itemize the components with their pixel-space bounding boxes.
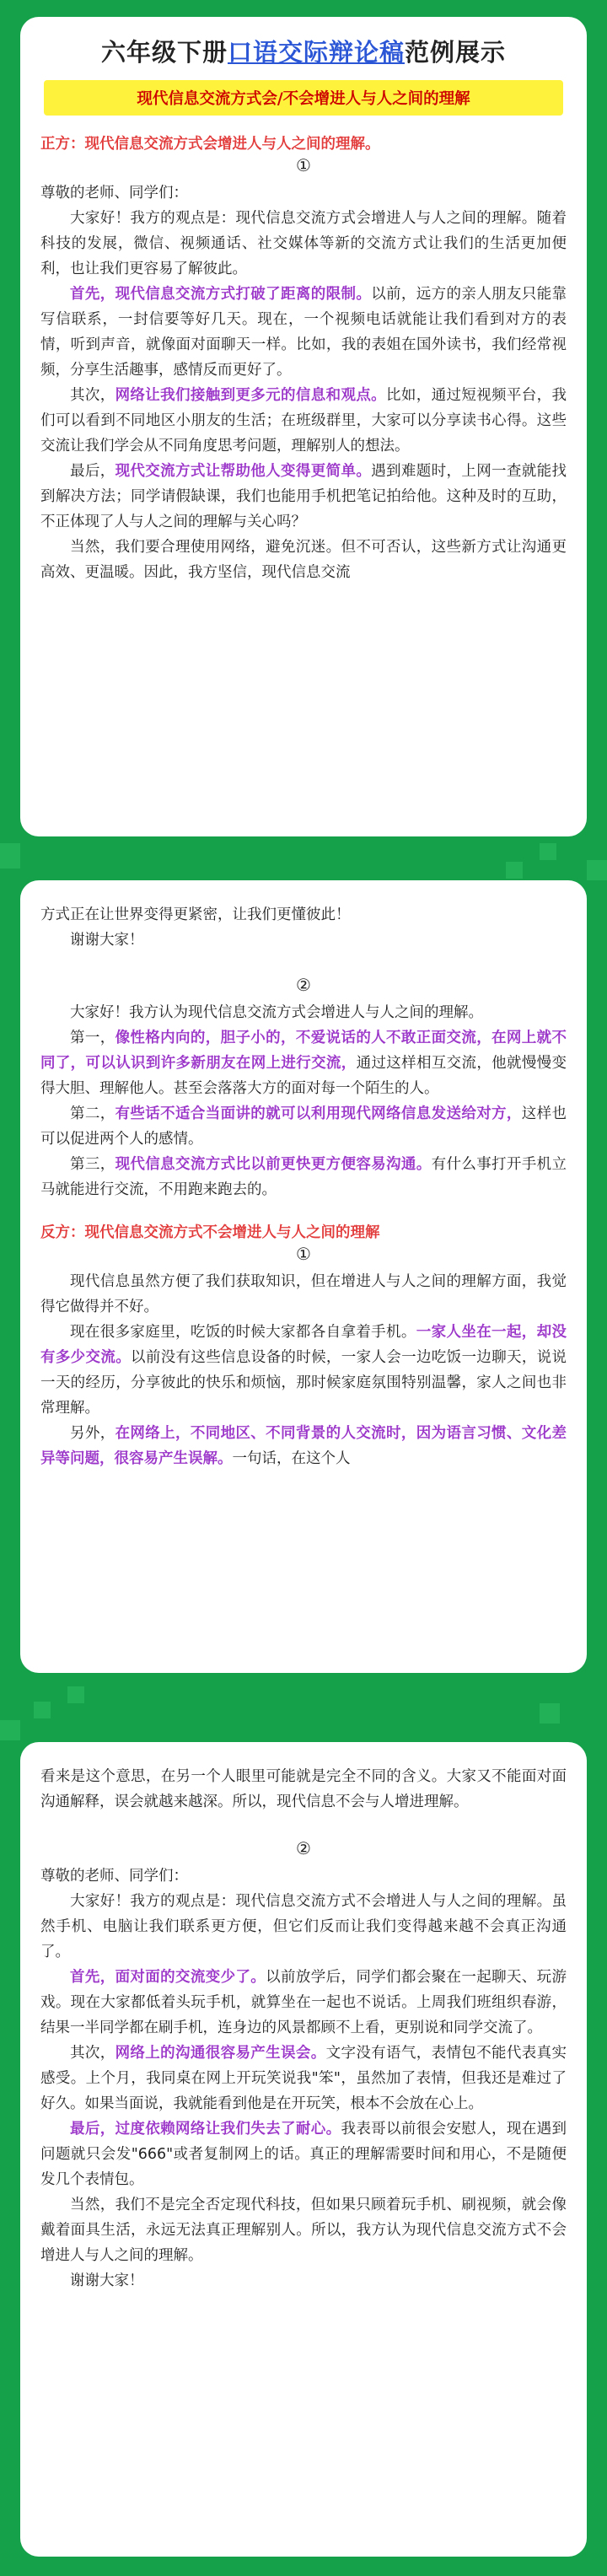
paragraph-text: 遇到难题时，上网一查就能找到解决方法；同学请假缺课，我们也能用手机把笔记拍给他。这种及时的互助，不正体现了人与人之间的理解与关心吗？ [40,463,567,530]
paragraph [40,282,567,383]
highlight-text: 首先，面对面的交流变少了。 [70,1969,266,1986]
paragraph-text: 以前，远方的亲人朋友只能靠写信联系，一封信要等好几天。现在，一个视频电话就能让我们看到对方的表情，听到声音，就像面对面聊天一样。比如，我的表姐在国外读书，我们经常视频，分享生活趣事，感情反而更好了。 [40,286,567,379]
paragraph: 大家好！我方认为现代信息交流方式会增进人与人之间的理解。 [70,1004,483,1021]
title-suffix: 范例展示 [405,38,507,67]
paragraph [40,1320,567,1421]
con-heading: 反方：现代信息交流方式不会增进人与人之间的理解 [40,1224,380,1241]
paragraph-text: 有什么事打开手机立马就能进行交流，不用跑来跑去的。 [40,1156,567,1198]
paragraph-lead: 其次， [70,387,115,404]
highlight-text: 现代信息交流方式比以前更快更方便容易沟通。 [115,1156,432,1173]
section-number: ② [296,1838,311,1858]
paragraph-lead: 其次， [70,2045,115,2062]
decor-block [67,1686,84,1703]
paragraph-text: 以前没有这些信息设备的时候，一家人会一边吃饭一边聊天，说说一天的经历，分享彼此的快乐和烦恼，那时候家庭氛围特别温馨，家人之间也非常理解。 [40,1349,567,1417]
paragraph-lead: 第一， [70,1030,115,1046]
section-number: ② [296,975,311,995]
card-pro-speech-continued [20,880,587,1673]
paragraph: 当然，我们要合理使用网络，避免沉迷。但不可否认，这些新方式让沟通更高效、更温暖。因此，我方坚信，现代信息交流 [40,539,567,581]
paragraph: 现代信息虽然方便了我们获取知识，但在增进人与人之间的理解方面，我觉得它做得并不好。 [40,1273,567,1315]
paragraph-text: 以前放学后，同学们都会聚在一起聊天、玩游戏。现在大家都低着头玩手机，就算坐在一起也不说话。上周我们班组织春游，结果一半同学都在刷手机，连身边的风景都顾不上看，更别说和同学交流了。 [40,1969,567,2036]
highlight-text: 现代交流方式让帮助他人变得更简单。 [115,463,372,480]
decor-block [34,1702,51,1718]
paragraph [40,1421,567,1471]
page-title [40,34,567,68]
paragraph [40,459,567,535]
paragraph [40,2116,567,2192]
highlight-text: 在网络上，不同地区、不同背景的人交流时，因为语言习惯、文化差异等问题，很容易产生误解。 [40,1425,567,1467]
highlight-text: 首先，现代信息交流方式打破了距离的限制。 [70,286,372,303]
highlight-text: 网络上的沟通很容易产生误会。 [115,2045,326,2062]
decor-block [0,1720,20,1740]
decor-block [540,1703,560,1724]
card-con-speech [20,1742,587,2557]
decor-block [0,843,20,869]
paragraph-lead: 第二， [70,1105,115,1122]
paragraph-text: 现在很多家庭里，吃饭的时候大家都各自拿着手机。 [70,1324,416,1341]
section-number: ① [296,1244,311,1264]
paragraph [40,383,567,459]
card-pro-speech [20,17,587,836]
paragraph [40,1965,567,2041]
paragraph-text: 比如，通过短视频平台，我们可以看到不同地区小朋友的生活；在班级群里，大家可以分享读书心得。这些交流让我们学会从不同角度思考问题，理解别人的想法。 [40,387,567,454]
paragraph-text: 这样也可以促进两个人的感情。 [40,1105,567,1148]
greeting: 尊敬的老师、同学们： [40,185,188,202]
decor-block [506,862,523,879]
pro-heading: 正方：现代信息交流方式会增进人与人之间的理解。 [40,136,380,153]
thanks-line: 谢谢大家！ [70,2272,144,2289]
paragraph: 大家好！我方的观点是：现代信息交流方式不会增进人与人之间的理解。虽然手机、电脑让我们联系更方便，但它们反而让我们变得越来越不会真正沟通了。 [40,1893,567,1960]
subtitle-banner: 现代信息交流方式会/不会增进人与人之间的理解 [44,80,563,116]
paragraph-text: 我表哥以前很会安慰人，现在遇到问题就只会发"666"或者复制网上的话。真正的理解需要时间和用心，不是随便发几个表情包。 [40,2121,567,2188]
paragraph-lead: 第三， [70,1156,115,1173]
paragraph [40,1025,567,1101]
decor-block [587,860,607,880]
highlight-text: 网络让我们接触到更多元的信息和观点。 [115,387,387,404]
paragraph-lead: 最后， [70,463,115,480]
highlight-text: 最后，过度依赖网络让我们失去了耐心。 [70,2121,341,2138]
paragraph [40,1101,567,1152]
section-number: ① [296,155,311,175]
title-prefix: 六年级下册 [100,38,228,67]
paragraph: 看来是这个意思，在另一个人眼里可能就是完全不同的含义。大家又不能面对面沟通解释，误会就越来越深。所以，现代信息不会与人增进理解。 [40,1768,567,1810]
greeting: 尊敬的老师、同学们： [40,1868,188,1885]
highlight-text: 像性格内向的，胆子小的，不爱说话的人不敢正面交流，在网上就不同了，可以认识到许多新朋友在网上进行交流， [40,1030,567,1072]
thanks-line: 谢谢大家！ [70,932,144,949]
paragraph [40,2041,567,2116]
paragraph-lead: 另外， [70,1425,115,1442]
title-highlight: 口语交际辩论稿 [227,38,405,67]
highlight-text: 有些话不适合当面讲的就可以利用现代网络信息发送给对方， [115,1105,522,1122]
paragraph: 大家好！我方的观点是：现代信息交流方式会增进人与人之间的理解。随着科技的发展，微信、视频通话、社交媒体等新的交流方式让我们的生活更加便利，也让我们更容易了解彼此。 [40,210,567,277]
paragraph: 当然，我们不是完全否定现代科技，但如果只顾着玩手机、刷视频，就会像戴着面具生活，永远无法真正理解别人。所以，我方认为现代信息交流方式不会增进人与人之间的理解。 [40,2197,567,2264]
paragraph: 方式正在让世界变得更紧密，让我们更懂彼此！ [40,906,351,923]
highlight-text: 一家人坐在一起，却没有多少交流。 [40,1324,567,1366]
paragraph-text: 通过这样相互交流，他就慢慢变得大胆、理解他人。甚至会落落大方的面对每一个陌生的人。 [40,1055,567,1097]
paragraph [40,1152,567,1202]
decor-block [540,843,556,860]
paragraph-text: 一句话，在这个人 [232,1450,351,1467]
paragraph-text: 文字没有语气，表情包不能代表真实感受。上个月，我同桌在网上开玩笑说我"笨"，虽然加了表情，但我还是难过了好久。如果当面说，我就能看到他是在开玩笑，根本不会放在心上。 [40,2045,567,2112]
